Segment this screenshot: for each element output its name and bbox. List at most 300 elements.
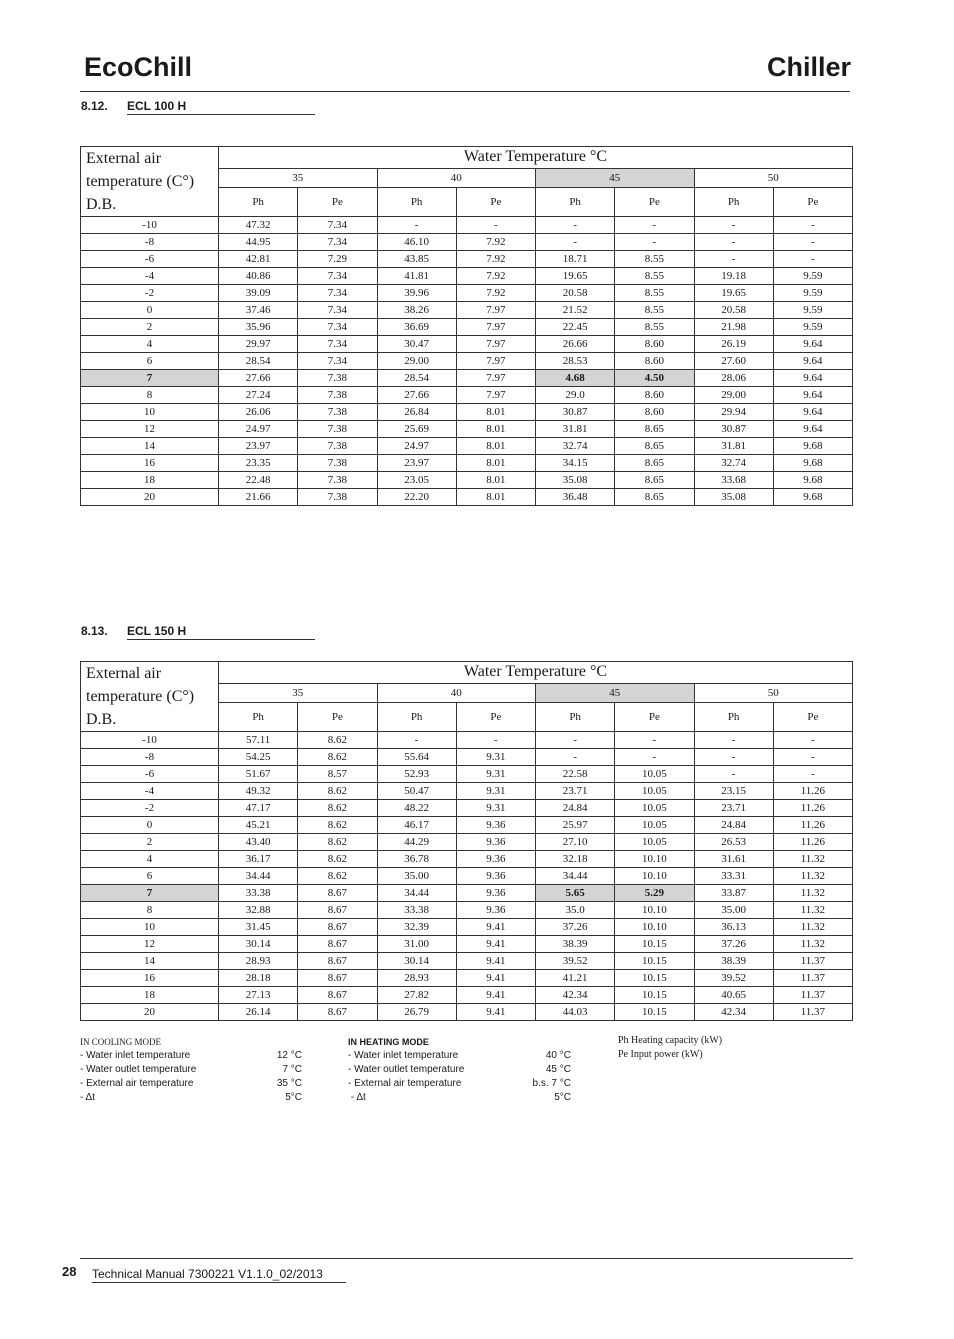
value-cell: 9.68 (773, 455, 852, 472)
value-cell: 38.26 (377, 302, 456, 319)
value-cell: 8.67 (298, 936, 377, 953)
value-cell: 29.0 (536, 387, 615, 404)
value-cell: 31.61 (694, 851, 773, 868)
column-header: Pe (298, 703, 377, 732)
row-temperature-cell: 2 (81, 319, 219, 336)
value-cell: 8.62 (298, 800, 377, 817)
row-temperature-cell: 20 (81, 1004, 219, 1021)
value-cell: 32.88 (219, 902, 298, 919)
value-cell: 8.55 (615, 302, 694, 319)
row-temperature-cell: 8 (81, 902, 219, 919)
value-cell: 9.41 (456, 953, 535, 970)
value-cell: 26.06 (219, 404, 298, 421)
value-cell: 8.62 (298, 868, 377, 885)
note-row (348, 1091, 571, 1105)
row-temperature-cell: 16 (81, 970, 219, 987)
row-temperature-cell: 6 (81, 868, 219, 885)
value-cell: 10.10 (615, 919, 694, 936)
column-header: Pe (773, 703, 852, 732)
value-cell: 48.22 (377, 800, 456, 817)
value-cell: 9.64 (773, 404, 852, 421)
note-row (348, 1063, 571, 1077)
table-row (81, 302, 853, 319)
value-cell: 7.34 (298, 319, 377, 336)
value-cell: 51.67 (219, 766, 298, 783)
value-cell: 7.38 (298, 387, 377, 404)
note-value: 7 °C (282, 1064, 302, 1075)
water-temperature-label: Water Temperature °C (219, 662, 853, 684)
value-cell: 25.69 (377, 421, 456, 438)
value-cell: - (694, 234, 773, 251)
value-cell: 31.81 (536, 421, 615, 438)
table-row (81, 251, 853, 268)
value-cell: - (536, 217, 615, 234)
group-header: 35 (219, 168, 378, 188)
table-row (81, 319, 853, 336)
value-cell: 29.00 (694, 387, 773, 404)
value-cell: 7.34 (298, 234, 377, 251)
value-cell: 23.15 (694, 783, 773, 800)
row-temperature-cell: 18 (81, 472, 219, 489)
row-temperature-cell: -4 (81, 783, 219, 800)
value-cell: 34.44 (219, 868, 298, 885)
value-cell: 5.29 (615, 885, 694, 902)
value-cell: 9.64 (773, 336, 852, 353)
value-cell: 24.97 (377, 438, 456, 455)
value-cell: 33.38 (377, 902, 456, 919)
table-row (81, 987, 853, 1004)
value-cell: 11.37 (773, 987, 852, 1004)
value-cell: 49.32 (219, 783, 298, 800)
value-cell: 8.55 (615, 251, 694, 268)
value-cell: - (536, 732, 615, 749)
row-temperature-cell: 0 (81, 302, 219, 319)
value-cell: 7.34 (298, 336, 377, 353)
value-cell: - (615, 234, 694, 251)
note-row (348, 1077, 571, 1091)
value-cell: 39.52 (536, 953, 615, 970)
value-cell: 35.00 (377, 868, 456, 885)
section-title: ECL 100 H (127, 99, 315, 115)
value-cell: - (456, 217, 535, 234)
value-cell: 9.41 (456, 987, 535, 1004)
value-cell: 11.32 (773, 902, 852, 919)
value-cell: - (694, 251, 773, 268)
value-cell: 9.31 (456, 783, 535, 800)
value-cell: 26.14 (219, 1004, 298, 1021)
value-cell: 8.01 (456, 404, 535, 421)
value-cell: 4.68 (536, 370, 615, 387)
value-cell: 11.26 (773, 817, 852, 834)
value-cell: 22.20 (377, 489, 456, 506)
table-row (81, 919, 853, 936)
value-cell: 9.64 (773, 421, 852, 438)
value-cell: 10.05 (615, 800, 694, 817)
value-cell: 33.87 (694, 885, 773, 902)
table-row (81, 268, 853, 285)
value-cell: 22.45 (536, 319, 615, 336)
value-cell: 11.37 (773, 1004, 852, 1021)
value-cell: 7.38 (298, 472, 377, 489)
value-cell: 8.67 (298, 902, 377, 919)
note-value: 5°C (554, 1092, 571, 1103)
value-cell: 45.21 (219, 817, 298, 834)
value-cell: 9.36 (456, 834, 535, 851)
table-row (81, 489, 853, 506)
value-cell: 7.97 (456, 336, 535, 353)
value-cell: 11.32 (773, 885, 852, 902)
value-cell: 57.11 (219, 732, 298, 749)
footer-text: Technical Manual 7300221 V1.1.0_02/2013 (92, 1267, 346, 1283)
value-cell: 8.57 (298, 766, 377, 783)
value-cell: 28.54 (219, 353, 298, 370)
value-cell: 46.10 (377, 234, 456, 251)
value-cell: - (536, 749, 615, 766)
note-value: b.s. 7 °C (532, 1078, 571, 1089)
value-cell: 39.96 (377, 285, 456, 302)
value-cell: 10.05 (615, 783, 694, 800)
table-row (81, 234, 853, 251)
value-cell: 7.38 (298, 489, 377, 506)
group-header: 35 (219, 683, 378, 703)
value-cell: - (456, 732, 535, 749)
value-cell: 8.60 (615, 387, 694, 404)
value-cell: 32.74 (694, 455, 773, 472)
value-cell: 9.64 (773, 353, 852, 370)
value-cell: 43.40 (219, 834, 298, 851)
value-cell: 7.97 (456, 319, 535, 336)
value-cell: 42.34 (536, 987, 615, 1004)
value-cell: 11.26 (773, 783, 852, 800)
table-row (81, 902, 853, 919)
value-cell: 8.60 (615, 336, 694, 353)
value-cell: 11.32 (773, 919, 852, 936)
note-value: 5°C (285, 1092, 302, 1103)
value-cell: 44.29 (377, 834, 456, 851)
note-label: - Water inlet temperature (80, 1050, 191, 1061)
row-temperature-cell: -2 (81, 285, 219, 302)
value-cell: 11.26 (773, 800, 852, 817)
value-cell: 7.97 (456, 353, 535, 370)
value-cell: 37.26 (536, 919, 615, 936)
value-cell: 28.93 (219, 953, 298, 970)
column-header: Pe (456, 188, 535, 217)
value-cell: 35.00 (694, 902, 773, 919)
value-cell: 36.48 (536, 489, 615, 506)
note-row (80, 1091, 302, 1105)
row-temperature-cell: -6 (81, 766, 219, 783)
value-cell: 54.25 (219, 749, 298, 766)
value-cell: 9.41 (456, 936, 535, 953)
value-cell: 8.55 (615, 285, 694, 302)
value-cell: 10.10 (615, 851, 694, 868)
value-cell: 8.62 (298, 783, 377, 800)
value-cell: 23.97 (219, 438, 298, 455)
value-cell: 31.00 (377, 936, 456, 953)
column-header: Ph (377, 703, 456, 732)
footer-divider (80, 1258, 853, 1259)
value-cell: 7.97 (456, 370, 535, 387)
value-cell: 9.59 (773, 268, 852, 285)
row-temperature-cell: 12 (81, 936, 219, 953)
table-row (81, 732, 853, 749)
external-air-label: External air temperature (C°) D.B. (81, 147, 219, 217)
value-cell: 26.66 (536, 336, 615, 353)
brand-title: EcoChill (84, 52, 193, 82)
value-cell: 11.32 (773, 851, 852, 868)
table-row (81, 868, 853, 885)
value-cell: 8.60 (615, 404, 694, 421)
value-cell: 30.87 (536, 404, 615, 421)
value-cell: 7.92 (456, 285, 535, 302)
value-cell: 28.53 (536, 353, 615, 370)
value-cell: 35.0 (536, 902, 615, 919)
value-cell: 27.66 (219, 370, 298, 387)
value-cell: 8.60 (615, 353, 694, 370)
value-cell: 40.65 (694, 987, 773, 1004)
value-cell: 44.03 (536, 1004, 615, 1021)
value-cell: - (773, 749, 852, 766)
value-cell: 7.38 (298, 455, 377, 472)
value-cell: 9.36 (456, 817, 535, 834)
value-cell: 29.97 (219, 336, 298, 353)
row-temperature-cell: -10 (81, 732, 219, 749)
value-cell: 38.39 (536, 936, 615, 953)
value-cell: 8.55 (615, 268, 694, 285)
value-cell: 38.39 (694, 953, 773, 970)
value-cell: 11.32 (773, 936, 852, 953)
value-cell: - (694, 217, 773, 234)
value-cell: 30.14 (377, 953, 456, 970)
row-temperature-cell: -8 (81, 749, 219, 766)
column-header: Ph (219, 188, 298, 217)
value-cell: 28.18 (219, 970, 298, 987)
value-cell: 36.78 (377, 851, 456, 868)
group-header: 50 (694, 683, 853, 703)
table-row (81, 749, 853, 766)
value-cell: 26.19 (694, 336, 773, 353)
value-cell: 22.58 (536, 766, 615, 783)
value-cell: 8.62 (298, 732, 377, 749)
value-cell: 9.68 (773, 438, 852, 455)
value-cell: 9.68 (773, 472, 852, 489)
value-cell: 8.67 (298, 885, 377, 902)
legend (618, 1034, 722, 1062)
value-cell: 27.66 (377, 387, 456, 404)
value-cell: - (615, 749, 694, 766)
row-temperature-cell: 10 (81, 919, 219, 936)
column-header: Ph (536, 188, 615, 217)
note-row (348, 1049, 571, 1063)
cooling-mode-notes (80, 1035, 302, 1105)
value-cell: 24.97 (219, 421, 298, 438)
table-row (81, 953, 853, 970)
value-cell: 34.44 (536, 868, 615, 885)
section-title: ECL 150 H (127, 624, 315, 640)
column-header: Ph (694, 703, 773, 732)
value-cell: 11.37 (773, 953, 852, 970)
table-row (81, 404, 853, 421)
legend-ph: Ph Heating capacity (kW) (618, 1035, 723, 1046)
table-row (81, 370, 853, 387)
value-cell: 30.87 (694, 421, 773, 438)
value-cell: 33.31 (694, 868, 773, 885)
value-cell: 36.13 (694, 919, 773, 936)
value-cell: 8.62 (298, 749, 377, 766)
value-cell: 27.10 (536, 834, 615, 851)
value-cell: 31.45 (219, 919, 298, 936)
table-row (81, 834, 853, 851)
value-cell: - (536, 234, 615, 251)
performance-table (80, 146, 853, 506)
value-cell: 9.36 (456, 868, 535, 885)
table-row (81, 285, 853, 302)
table-row (81, 353, 853, 370)
value-cell: 19.65 (694, 285, 773, 302)
value-cell: 36.69 (377, 319, 456, 336)
value-cell: 8.01 (456, 421, 535, 438)
value-cell: 8.01 (456, 438, 535, 455)
value-cell: 8.01 (456, 455, 535, 472)
row-temperature-cell: 6 (81, 353, 219, 370)
value-cell: 33.68 (694, 472, 773, 489)
value-cell: 7.97 (456, 302, 535, 319)
column-header: Ph (536, 703, 615, 732)
column-header: Pe (615, 703, 694, 732)
page-number: 28 (62, 1264, 77, 1279)
value-cell: 37.26 (694, 936, 773, 953)
value-cell: 10.05 (615, 766, 694, 783)
note-value: 12 °C (276, 1050, 302, 1061)
table-row (81, 1004, 853, 1021)
value-cell: 25.97 (536, 817, 615, 834)
value-cell: 10.05 (615, 817, 694, 834)
value-cell: 7.38 (298, 370, 377, 387)
value-cell: - (377, 732, 456, 749)
table-row (81, 766, 853, 783)
value-cell: 23.35 (219, 455, 298, 472)
value-cell: 8.62 (298, 834, 377, 851)
value-cell: 7.34 (298, 302, 377, 319)
table-row (81, 817, 853, 834)
value-cell: 35.08 (694, 489, 773, 506)
table-row (81, 800, 853, 817)
external-air-label: External air temperature (C°) D.B. (81, 662, 219, 732)
value-cell: 24.84 (694, 817, 773, 834)
value-cell: 8.67 (298, 987, 377, 1004)
value-cell: 19.65 (536, 268, 615, 285)
value-cell: 10.15 (615, 953, 694, 970)
value-cell: 32.39 (377, 919, 456, 936)
value-cell: 47.32 (219, 217, 298, 234)
value-cell: 24.84 (536, 800, 615, 817)
value-cell: 29.94 (694, 404, 773, 421)
value-cell: 42.34 (694, 1004, 773, 1021)
value-cell: 26.79 (377, 1004, 456, 1021)
row-temperature-cell: 16 (81, 455, 219, 472)
value-cell: 11.37 (773, 970, 852, 987)
value-cell: 35.96 (219, 319, 298, 336)
note-label: - Δt (348, 1092, 366, 1103)
value-cell: 31.81 (694, 438, 773, 455)
value-cell: 9.64 (773, 387, 852, 404)
value-cell: 21.52 (536, 302, 615, 319)
note-label: - External air temperature (348, 1078, 462, 1089)
row-temperature-cell: 8 (81, 387, 219, 404)
row-temperature-cell: 14 (81, 953, 219, 970)
performance-table (80, 661, 853, 1021)
value-cell: 10.10 (615, 902, 694, 919)
row-temperature-cell: 4 (81, 851, 219, 868)
section-number: 8.12. (81, 99, 108, 113)
value-cell: 9.59 (773, 285, 852, 302)
group-header: 40 (377, 683, 536, 703)
note-label: - Δt (80, 1092, 96, 1103)
group-header: 50 (694, 168, 853, 188)
value-cell: 4.50 (615, 370, 694, 387)
value-cell: 9.41 (456, 919, 535, 936)
value-cell: 21.66 (219, 489, 298, 506)
value-cell: 8.67 (298, 970, 377, 987)
value-cell: 27.60 (694, 353, 773, 370)
value-cell: 28.93 (377, 970, 456, 987)
section-number: 8.13. (81, 624, 108, 638)
value-cell: 36.17 (219, 851, 298, 868)
value-cell: 55.64 (377, 749, 456, 766)
table-row (81, 387, 853, 404)
value-cell: 10.15 (615, 970, 694, 987)
value-cell: 10.10 (615, 868, 694, 885)
value-cell: 9.68 (773, 489, 852, 506)
value-cell: 20.58 (536, 285, 615, 302)
value-cell: 39.52 (694, 970, 773, 987)
note-row (80, 1063, 302, 1077)
column-header: Ph (377, 188, 456, 217)
value-cell: - (377, 217, 456, 234)
value-cell: 7.97 (456, 387, 535, 404)
table-row (81, 783, 853, 800)
value-cell: - (694, 749, 773, 766)
value-cell: 9.31 (456, 749, 535, 766)
note-label: - Water outlet temperature (348, 1064, 465, 1075)
value-cell: 52.93 (377, 766, 456, 783)
value-cell: - (773, 234, 852, 251)
table-row (81, 885, 853, 902)
table-row (81, 851, 853, 868)
value-cell: 8.65 (615, 455, 694, 472)
value-cell: 50.47 (377, 783, 456, 800)
value-cell: 27.24 (219, 387, 298, 404)
value-cell: 39.09 (219, 285, 298, 302)
column-header: Pe (456, 703, 535, 732)
table-row (81, 421, 853, 438)
value-cell: 8.65 (615, 489, 694, 506)
row-temperature-cell: 12 (81, 421, 219, 438)
value-cell: 7.34 (298, 268, 377, 285)
value-cell: 8.62 (298, 817, 377, 834)
value-cell: 10.15 (615, 936, 694, 953)
row-temperature-cell: -8 (81, 234, 219, 251)
value-cell: 40.86 (219, 268, 298, 285)
value-cell: 23.05 (377, 472, 456, 489)
row-temperature-cell: -2 (81, 800, 219, 817)
value-cell: - (694, 766, 773, 783)
value-cell: 7.92 (456, 234, 535, 251)
value-cell: 7.29 (298, 251, 377, 268)
cooling-mode-title: IN COOLING MODE (80, 1037, 161, 1047)
value-cell: 9.59 (773, 319, 852, 336)
value-cell: 10.05 (615, 834, 694, 851)
